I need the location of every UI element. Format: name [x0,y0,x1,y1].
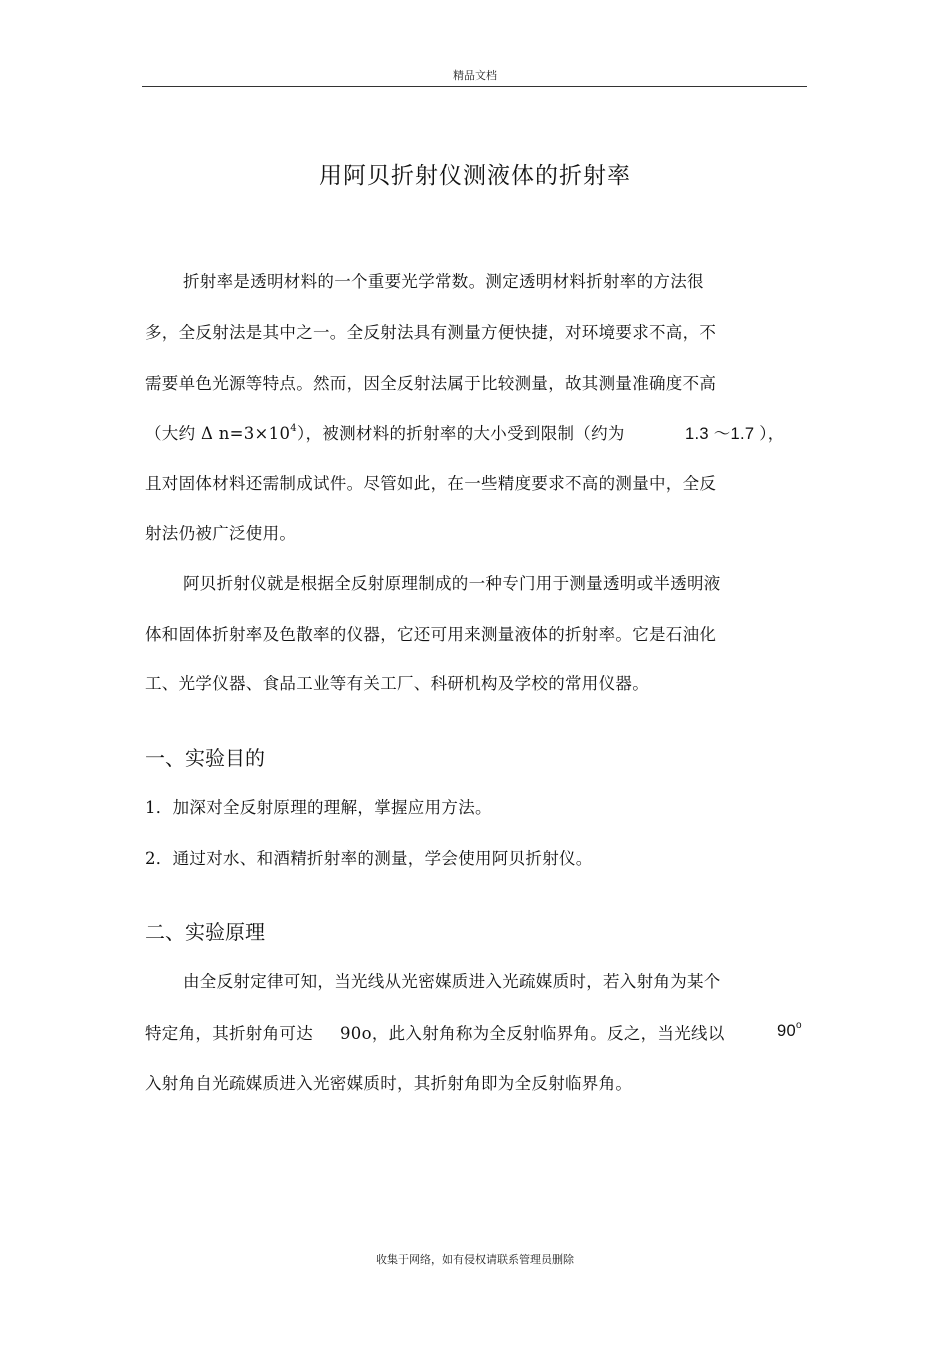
intro-p1-line-5: 且对固体材料还需制成试件。尽管如此，在一些精度要求不高的测量中，全反 [145,474,717,493]
intro-p2-line-2: 体和固体折射率及色散率的仪器，它还可用来测量液体的折射率。它是石油化 [145,625,717,644]
angle-90-degrees [777,1020,802,1041]
delta-n-text: （大约 Δ n=3×10 [145,424,291,443]
section-heading-principle: 二、实验原理 [145,920,265,944]
document-title: 用阿贝折射仪测液体的折射率 [319,163,631,189]
page-header: 精品文档 [453,69,497,82]
page-footer: 收集于网络，如有侵权请联系管理员删除 [376,1253,574,1266]
intro-p2-line-3: 工、光学仪器、食品工业等有关工厂、科研机构及学校的常用仪器。 [145,674,649,693]
intro-p1-line-1: 折射率是透明材料的一个重要光学常数。测定透明材料折射率的方法很 [183,272,704,291]
objective-item-1: 1．加深对全反射原理的理解，掌握应用方法。 [145,798,492,817]
intro-p2-line-1: 阿贝折射仪就是根据全反射原理制成的一种专门用于测量透明或半透明液 [183,574,721,593]
objective-item-2: 2．通过对水、和酒精折射率的测量，学会使用阿贝折射仪。 [145,849,593,868]
principle-line-2a: 特定角，其折射角可达 [145,1024,313,1043]
intro-p1-line-4 [145,420,625,444]
intro-p1-line-6: 射法仍被广泛使用。 [145,524,297,543]
section-heading-objectives: 一、实验目的 [145,746,265,770]
refractive-range: 1.3 ～1.7 ）， [685,425,785,443]
exponent: 4 [290,423,297,434]
principle-line-1: 由全反射定律可知，当光线从光密媒质进入光疏媒质时，若入射角为某个 [183,972,721,991]
intro-p1-line-2: 多，全反射法是其中之一。全反射法具有测量方便快捷，对环境要求不高，不 [145,323,717,342]
intro-p1-line-3: 需要单色光源等特点。然而，因全反射法属于比较测量，故其测量准确度不高 [145,374,717,393]
header-rule [142,86,807,87]
principle-line-2b: 90o，此入射角称为全反射临界角。反之，当光线以 [340,1024,725,1043]
principle-line-3: 入射角自光疏媒质进入光密媒质时，其折射角即为全反射临界角。 [145,1074,633,1093]
degree-mark: o [795,1020,802,1031]
measurement-limit-text: ），被测材料的折射率的大小受到限制（约为 [296,424,625,443]
angle-value: 90 [777,1022,796,1040]
